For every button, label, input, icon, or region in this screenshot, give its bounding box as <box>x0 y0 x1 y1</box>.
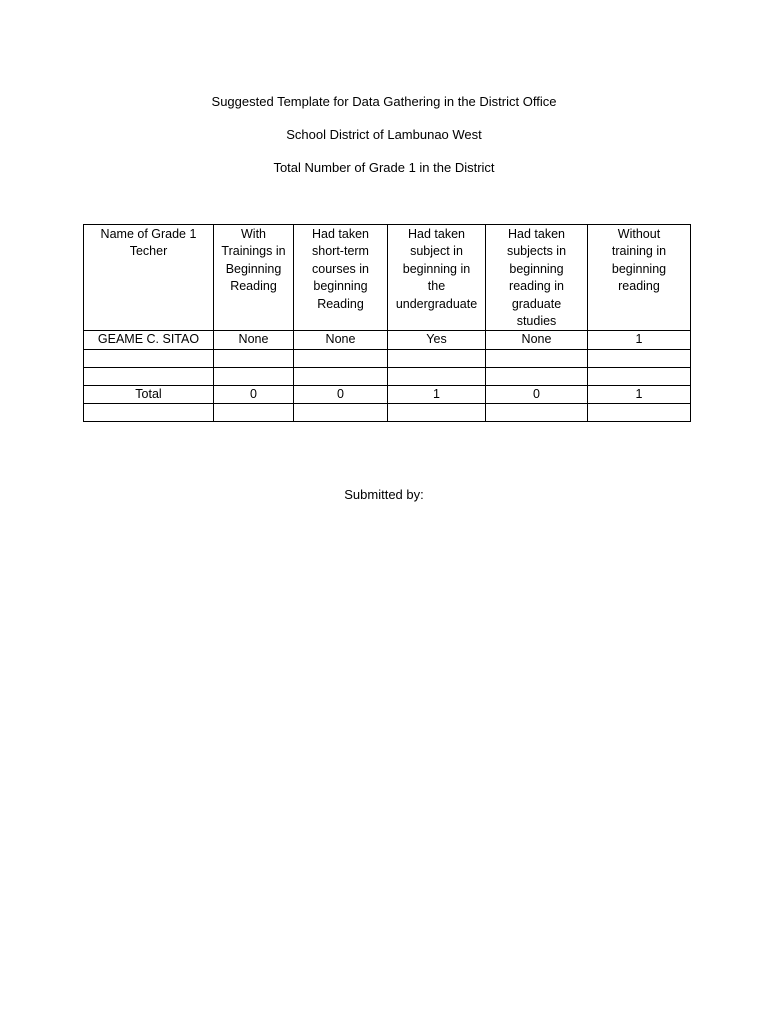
table-row <box>84 331 691 349</box>
table-cell <box>84 349 214 367</box>
table-cell <box>294 367 388 385</box>
header-with-trainings: With Trainings in Beginning Reading <box>214 225 294 331</box>
total-cell: 1 <box>388 385 486 403</box>
table-cell <box>388 367 486 385</box>
table-cell <box>588 367 691 385</box>
total-cell: 1 <box>588 385 691 403</box>
total-cell: 0 <box>294 385 388 403</box>
table-row <box>84 349 691 367</box>
total-label-cell: Total <box>84 385 214 403</box>
table-caption: Total Number of Grade 1 in the District <box>273 160 495 175</box>
header-undergraduate-subject: Had taken subject in beginning in the undergraduate <box>388 225 486 331</box>
table-cell <box>214 404 294 422</box>
header-teacher-name: Name of Grade 1 Techer <box>84 225 214 331</box>
table-cell: None <box>294 331 388 349</box>
table-total-row <box>84 385 691 403</box>
table-cell <box>588 404 691 422</box>
table-row <box>84 404 691 422</box>
table-cell <box>486 404 588 422</box>
table-cell: 1 <box>588 331 691 349</box>
table-cell <box>214 349 294 367</box>
table-cell <box>294 349 388 367</box>
table-cell <box>214 367 294 385</box>
submitted-by-label: Submitted by: <box>344 487 424 502</box>
header-graduate-subjects: Had taken subjects in beginning reading in graduate studies <box>486 225 588 331</box>
district-name: School District of Lambunao West <box>286 127 482 142</box>
table-cell <box>388 404 486 422</box>
teacher-name-cell: GEAME C. SITAO <box>84 331 214 349</box>
header-short-term-courses: Had taken short-term courses in beginning Reading <box>294 225 388 331</box>
table-cell: None <box>486 331 588 349</box>
table-cell <box>486 349 588 367</box>
table-cell <box>388 349 486 367</box>
data-gathering-table <box>83 224 691 422</box>
total-cell: 0 <box>486 385 588 403</box>
table-cell: Yes <box>388 331 486 349</box>
table-row <box>84 367 691 385</box>
table-cell <box>486 367 588 385</box>
table-cell <box>84 404 214 422</box>
table-header-row <box>84 225 691 331</box>
table-cell <box>588 349 691 367</box>
header-without-training: Without training in beginning reading <box>588 225 691 331</box>
document-title: Suggested Template for Data Gathering in the District Office <box>211 94 557 109</box>
table-cell <box>294 404 388 422</box>
table-cell <box>84 367 214 385</box>
total-cell: 0 <box>214 385 294 403</box>
table-cell: None <box>214 331 294 349</box>
